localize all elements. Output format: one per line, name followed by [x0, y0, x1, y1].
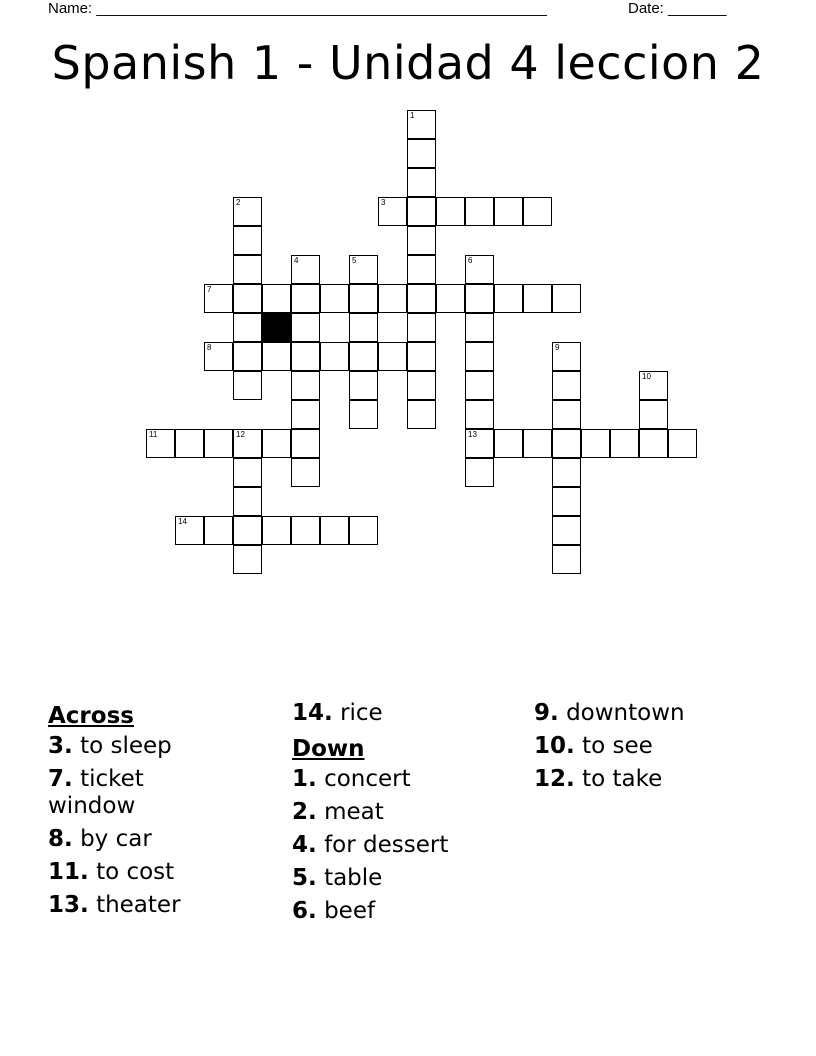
crossword-cell[interactable]: [233, 226, 262, 255]
crossword-cell[interactable]: [552, 487, 581, 516]
crossword-cell[interactable]: [552, 284, 581, 313]
clue-number: 3: [381, 198, 386, 207]
crossword-cell[interactable]: [378, 197, 407, 226]
crossword-cell[interactable]: [407, 139, 436, 168]
across-heading: Across: [48, 703, 134, 729]
crossword-cell[interactable]: [349, 342, 378, 371]
crossword-cell[interactable]: [494, 284, 523, 313]
crossword-cell[interactable]: [465, 458, 494, 487]
crossword-cell[interactable]: [523, 429, 552, 458]
crossword-cell[interactable]: [465, 429, 494, 458]
crossword-cell[interactable]: [465, 371, 494, 400]
crossword-cell[interactable]: [407, 313, 436, 342]
clue-number: 5: [352, 256, 357, 265]
clue-down-5: 5. table: [292, 865, 383, 891]
crossword-cell[interactable]: [291, 458, 320, 487]
clue-across-8: 8. by car: [48, 826, 152, 852]
crossword-cell[interactable]: [233, 429, 262, 458]
clue-across-3: 3. to sleep: [48, 733, 172, 759]
crossword-cell[interactable]: [407, 110, 436, 139]
clue-down-12: 12. to take: [534, 766, 663, 792]
name-line: Name: ______________________________________________________: [48, 0, 547, 17]
crossword-cell[interactable]: [523, 284, 552, 313]
crossword-cell[interactable]: [407, 255, 436, 284]
clue-number: 4: [294, 256, 299, 265]
crossword-cell[interactable]: [233, 255, 262, 284]
crossword-cell[interactable]: [407, 168, 436, 197]
crossword-cell[interactable]: [291, 400, 320, 429]
crossword-cell[interactable]: [291, 429, 320, 458]
crossword-cell[interactable]: [349, 284, 378, 313]
date-line: Date: _______: [628, 0, 727, 17]
crossword-cell[interactable]: [204, 284, 233, 313]
clue-number: 13: [468, 430, 477, 439]
crossword-cell[interactable]: [552, 545, 581, 574]
clue-down-9: 9. downtown: [534, 700, 685, 726]
crossword-cell[interactable]: [436, 197, 465, 226]
clue-column-3: [534, 700, 734, 799]
black-square: [262, 313, 291, 342]
clue-number: 1: [410, 111, 415, 120]
crossword-cell[interactable]: [436, 284, 465, 313]
clue-column-2: [292, 700, 492, 931]
crossword-cell[interactable]: [233, 516, 262, 545]
crossword-cell[interactable]: [465, 313, 494, 342]
crossword-cell[interactable]: [407, 197, 436, 226]
crossword-cell[interactable]: [262, 342, 291, 371]
crossword-cell[interactable]: [262, 516, 291, 545]
clue-number: 7: [207, 285, 212, 294]
crossword-cell[interactable]: [204, 429, 233, 458]
crossword-cell[interactable]: [233, 284, 262, 313]
crossword-cell[interactable]: [610, 429, 639, 458]
clue-down-10: 10. to see: [534, 733, 653, 759]
crossword-cell[interactable]: [349, 255, 378, 284]
crossword-cell[interactable]: [523, 197, 552, 226]
crossword-cell[interactable]: [349, 313, 378, 342]
clue-number: 14: [178, 517, 187, 526]
crossword-cell[interactable]: [233, 342, 262, 371]
crossword-cell[interactable]: [262, 284, 291, 313]
crossword-cell[interactable]: [291, 516, 320, 545]
crossword-cell[interactable]: [552, 371, 581, 400]
clue-column-1: [48, 700, 218, 925]
crossword-cell[interactable]: [465, 197, 494, 226]
clue-number: 10: [642, 372, 651, 381]
crossword-cell[interactable]: [320, 284, 349, 313]
clue-number: 8: [207, 343, 212, 352]
crossword-cell[interactable]: [233, 313, 262, 342]
crossword-cell[interactable]: [349, 516, 378, 545]
clue-number: 11: [149, 430, 158, 439]
crossword-cell[interactable]: [407, 400, 436, 429]
crossword-cell[interactable]: [262, 429, 291, 458]
clue-number: 9: [555, 343, 560, 352]
crossword-cell[interactable]: [320, 342, 349, 371]
crossword-cell[interactable]: [233, 545, 262, 574]
crossword-cell[interactable]: [407, 226, 436, 255]
clue-across-13: 13. theater: [48, 892, 181, 918]
crossword-cell[interactable]: [581, 429, 610, 458]
crossword-cell[interactable]: [291, 342, 320, 371]
crossword-cell[interactable]: [494, 197, 523, 226]
crossword-cell[interactable]: [233, 371, 262, 400]
crossword-cell[interactable]: [639, 429, 668, 458]
crossword-cell[interactable]: [552, 458, 581, 487]
crossword-cell[interactable]: [349, 371, 378, 400]
crossword-cell[interactable]: [233, 197, 262, 226]
crossword-cell[interactable]: [494, 429, 523, 458]
clue-down-1: 1. concert: [292, 766, 411, 792]
crossword-cell[interactable]: [320, 516, 349, 545]
down-heading: Down: [292, 736, 365, 762]
clue-down-2: 2. meat: [292, 799, 384, 825]
crossword-cell[interactable]: [378, 284, 407, 313]
crossword-cell[interactable]: [175, 516, 204, 545]
clue-number: 12: [236, 430, 245, 439]
crossword-cell[interactable]: [291, 255, 320, 284]
crossword-cell[interactable]: [465, 400, 494, 429]
crossword-cell[interactable]: [639, 400, 668, 429]
crossword-cell[interactable]: [204, 516, 233, 545]
crossword-cell[interactable]: [668, 429, 697, 458]
crossword-cell[interactable]: [175, 429, 204, 458]
crossword-cell[interactable]: [291, 284, 320, 313]
crossword-cell[interactable]: [639, 371, 668, 400]
clue-across-14: 14. rice: [292, 700, 383, 726]
clue-number: 6: [468, 256, 473, 265]
crossword-cell[interactable]: [233, 487, 262, 516]
clue-across-11: 11. to cost: [48, 859, 175, 885]
crossword-cell[interactable]: [552, 400, 581, 429]
crossword-cell[interactable]: [552, 516, 581, 545]
crossword-cell[interactable]: [146, 429, 175, 458]
page-title: Spanish 1 - Unidad 4 leccion 2: [51, 36, 765, 90]
crossword-cell[interactable]: [407, 371, 436, 400]
crossword-cell[interactable]: [465, 284, 494, 313]
crossword-cell[interactable]: [407, 284, 436, 313]
crossword-cell[interactable]: [407, 342, 436, 371]
clue-number: 2: [236, 198, 241, 207]
crossword-cell[interactable]: [291, 371, 320, 400]
crossword-cell[interactable]: [465, 342, 494, 371]
clue-down-6: 6. beef: [292, 898, 376, 924]
crossword-cell[interactable]: [378, 342, 407, 371]
crossword-cell[interactable]: [552, 342, 581, 371]
clue-across-7: 7. ticket window: [48, 766, 144, 819]
crossword-cell[interactable]: [349, 400, 378, 429]
crossword-cell[interactable]: [465, 255, 494, 284]
crossword-cell[interactable]: [233, 458, 262, 487]
crossword-cell[interactable]: [552, 429, 581, 458]
crossword-cell[interactable]: [291, 313, 320, 342]
clue-down-4: 4. for dessert: [292, 832, 449, 858]
crossword-cell[interactable]: [204, 342, 233, 371]
